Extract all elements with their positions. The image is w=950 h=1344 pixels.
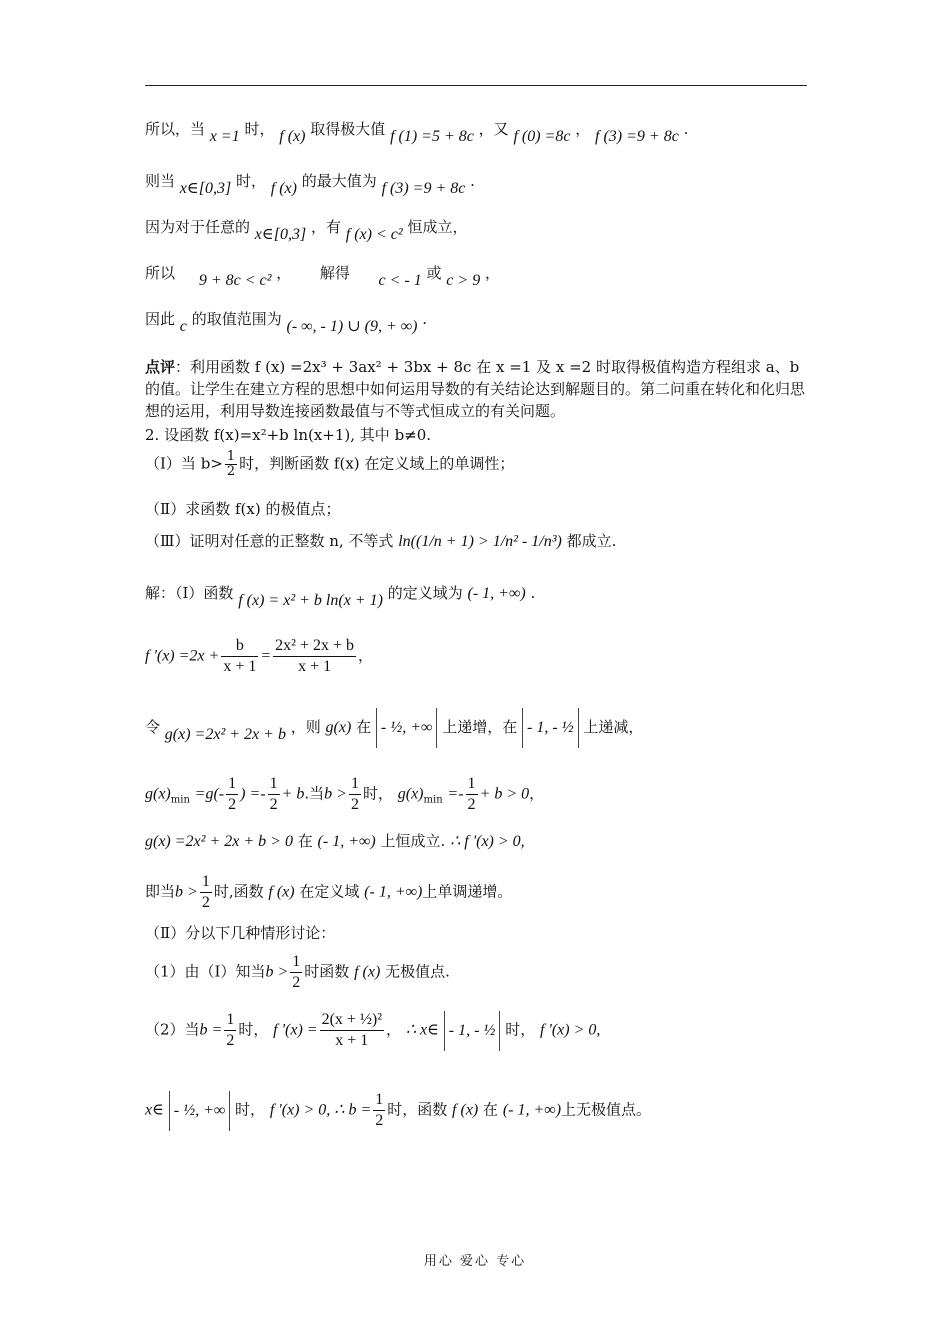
math: f (x) < c² <box>345 226 403 243</box>
math: f (x) = x² + b ln(x + 1) <box>238 592 383 609</box>
line-1 <box>145 118 810 160</box>
text: （Ⅱ）分以下几种情形讨论： <box>145 924 336 942</box>
text: 时,函数 <box>213 882 264 901</box>
math: (- 1, +∞) <box>502 1101 562 1119</box>
text: （Ⅱ）求函数 f(x) 的极值点； <box>145 500 341 518</box>
fraction: $\frac{1}{2}$ <box>201 873 210 911</box>
math: x∈[0,3] <box>179 180 232 197</box>
text: 上恒成立. <box>380 832 446 850</box>
text: 在 <box>356 718 372 736</box>
math: f (1) =5 + 8c <box>390 128 474 145</box>
text: 的定义域为 <box>387 584 463 602</box>
text: 所以 <box>145 264 176 282</box>
ling-line <box>145 708 810 768</box>
text: 时， <box>244 120 275 138</box>
math: (- ∞, - 1) ∪ (9, + ∞) <box>286 318 418 335</box>
case-2-line <box>145 1010 810 1080</box>
text: .当 <box>304 784 325 803</box>
line-5 <box>145 308 810 352</box>
question-2-part-1 <box>145 450 810 492</box>
line-2 <box>145 170 810 216</box>
line-4 <box>145 262 810 308</box>
math: f (3) =9 + 8c <box>381 180 466 197</box>
math: c <box>179 318 187 335</box>
subscript: min <box>170 794 190 806</box>
interval: - ½, +∞ <box>376 708 438 748</box>
text: ，又 <box>478 120 509 138</box>
math: f '(x) > 0, <box>539 1021 601 1039</box>
text: 解得 <box>319 264 350 282</box>
math: g(x) =2x² + 2x + b <box>164 726 286 743</box>
comment-text: ：利用函数 f (x) =2x³ + 3ax² + 3bx + 8c 在 x =1 及 x =2 时取得极值构造方程组求 a、b 的值。让学生在建立方程的思想中如何运用导数的有关结论达到解题目的。第二问重在转化和化归思想的运用，利用导数连接函数最值与不等式恒成立的有关问题。 <box>145 358 806 420</box>
text: 无极值点. <box>385 962 450 981</box>
fraction: $\frac{\text{2x² + 2x + b}}{x + 1}$ <box>275 637 354 675</box>
text: . <box>683 120 689 138</box>
math: (- 1, +∞) <box>317 833 376 850</box>
text: （2）当 <box>145 1020 200 1039</box>
text: 上单调递增。 <box>422 882 513 901</box>
text: 时，函数 <box>387 1100 448 1119</box>
fraction: $\frac{1}{2}$ <box>226 449 236 479</box>
text: 因为对于任意的 <box>145 218 251 236</box>
math: f (x) <box>270 180 297 197</box>
text: 时， <box>238 1020 269 1039</box>
text: 2. 设函数 f(x)=x²+b ln(x+1), 其中 b≠0. <box>145 426 432 444</box>
math: f (x) <box>354 963 381 981</box>
math: ln((1/n + 1) > 1/n² - 1/n³) <box>398 533 562 550</box>
fraction: $\frac{1}{2}$ <box>467 775 476 813</box>
text: 或 <box>426 264 442 282</box>
text: ， <box>386 1020 402 1039</box>
math: f '(x) =2x + <box>145 647 220 665</box>
math: c < - 1 <box>378 272 422 289</box>
fraction: $\frac{1}{2}$ <box>375 1091 384 1129</box>
math: (- 1, +∞) <box>467 585 526 602</box>
math: (- 1, +∞) <box>364 883 423 901</box>
mono-line <box>145 872 810 920</box>
math: f (0) =8c <box>513 128 571 145</box>
comment-paragraph <box>145 356 807 422</box>
interval: - 1, - ½ <box>444 1011 501 1051</box>
text: ， <box>358 646 374 665</box>
text: . <box>530 584 536 602</box>
math: ∴ x∈ <box>405 1021 439 1039</box>
fraction: $\frac{1}{2}$ <box>226 1011 235 1049</box>
header-rule <box>145 85 807 86</box>
page-footer: 用心 爱心 专心 <box>423 1254 527 1269</box>
text: 都成立. <box>566 532 617 550</box>
fraction: $\frac{1}{2}$ <box>269 775 278 813</box>
math: b = <box>199 1021 223 1039</box>
text: 时， <box>362 784 393 803</box>
case-1-line <box>145 952 810 1002</box>
math: b > <box>265 963 289 981</box>
text: （1）由（Ⅰ）知当 <box>145 962 266 981</box>
math: + b > 0 <box>479 785 530 803</box>
text: ，有 <box>310 218 341 236</box>
text: ， <box>575 120 591 138</box>
text: 时， <box>235 172 266 190</box>
derivative-line: f '(x) =2x + $\frac{b}{x + 1}$ = $\frac{\text{2x² + 2x + b}}{x + 1}$ ， <box>145 637 374 675</box>
math: f (x) <box>452 1101 479 1119</box>
math: f (x) <box>279 128 306 145</box>
text: 令 <box>145 718 161 736</box>
text: 上递增，在 <box>442 718 518 736</box>
text: 因此 <box>145 310 176 328</box>
text: 则当 <box>145 172 176 190</box>
interval: - 1, - ½ <box>522 708 579 748</box>
text: 上递减， <box>583 718 644 736</box>
text: （Ⅲ）证明对任意的正整数 n, 不等式 <box>145 532 394 550</box>
math: ∴ f '(x) > 0, <box>450 833 525 850</box>
text: 时，判断函数 f(x) 在定义域上的单调性； <box>239 454 515 473</box>
text: 在 <box>297 832 313 850</box>
text: 恒成立， <box>407 218 468 236</box>
text: 所以，当 <box>145 120 206 138</box>
math: ) =- <box>240 785 266 803</box>
math: f '(x) > 0, ∴ b = <box>269 1101 372 1119</box>
text: 即当 <box>145 882 176 901</box>
comment-label: 点评 <box>145 358 176 376</box>
gmin-line <box>145 774 810 828</box>
text: ， <box>276 264 292 282</box>
math: + b <box>281 785 305 803</box>
math: g(x) =2x² + 2x + b > 0 <box>145 833 293 850</box>
subscript: min <box>423 794 443 806</box>
math: g(x) <box>325 719 352 736</box>
math: g(x) <box>145 785 171 803</box>
math: f (x) <box>268 883 295 901</box>
math: b > <box>324 785 347 803</box>
text: 的取值范围为 <box>191 310 282 328</box>
text: 解：（Ⅰ）函数 <box>145 584 234 602</box>
math: 9 + 8c < c² <box>198 272 272 289</box>
fraction: $\frac{1}{2}$ <box>292 953 301 991</box>
text: . <box>470 172 475 190</box>
text: 时， <box>235 1100 266 1119</box>
part-2-heading <box>145 922 810 944</box>
math: b > <box>175 883 198 901</box>
math: =g(- <box>194 785 225 803</box>
interval: - ½, +∞ <box>169 1091 231 1131</box>
document-body <box>145 118 810 1150</box>
solution-line-1 <box>145 582 810 632</box>
fraction: $\frac{1}{2}$ <box>350 775 359 813</box>
text: ， <box>529 784 545 803</box>
math: f (3) =9 + 8c <box>595 128 679 145</box>
math: x =1 <box>209 128 240 145</box>
text: （Ⅰ）当 b> <box>145 454 223 473</box>
math: x∈ <box>145 1101 164 1119</box>
fraction: $\frac{1}{2}$ <box>228 775 237 813</box>
text: 上无极值点。 <box>561 1100 652 1119</box>
question-2-part-2 <box>145 498 810 520</box>
text: 时函数 <box>304 962 350 981</box>
text: 的最大值为 <box>301 172 377 190</box>
math: x∈[0,3] <box>254 226 307 243</box>
gpos-line <box>145 830 810 866</box>
math: c > 9 <box>446 272 481 289</box>
text: 取得极大值 <box>310 120 386 138</box>
math: =- <box>447 785 464 803</box>
math: g(x) <box>397 785 424 803</box>
text: ，则 <box>290 718 321 736</box>
fraction: $\frac{b}{x + 1}$ <box>223 637 257 675</box>
text: 在定义域 <box>299 882 360 901</box>
math: f '(x) = <box>273 1021 318 1039</box>
case-2-cont-line <box>145 1090 810 1150</box>
fraction: $\frac{\text{2(x + ½)²}}{x + 1}$ <box>321 1011 383 1049</box>
question-2 <box>145 424 810 446</box>
text: ， <box>484 264 500 282</box>
text: 时， <box>505 1020 536 1039</box>
text: 在 <box>483 1100 499 1119</box>
text: . <box>422 310 428 328</box>
line-3 <box>145 216 810 262</box>
question-2-part-3 <box>145 530 810 574</box>
